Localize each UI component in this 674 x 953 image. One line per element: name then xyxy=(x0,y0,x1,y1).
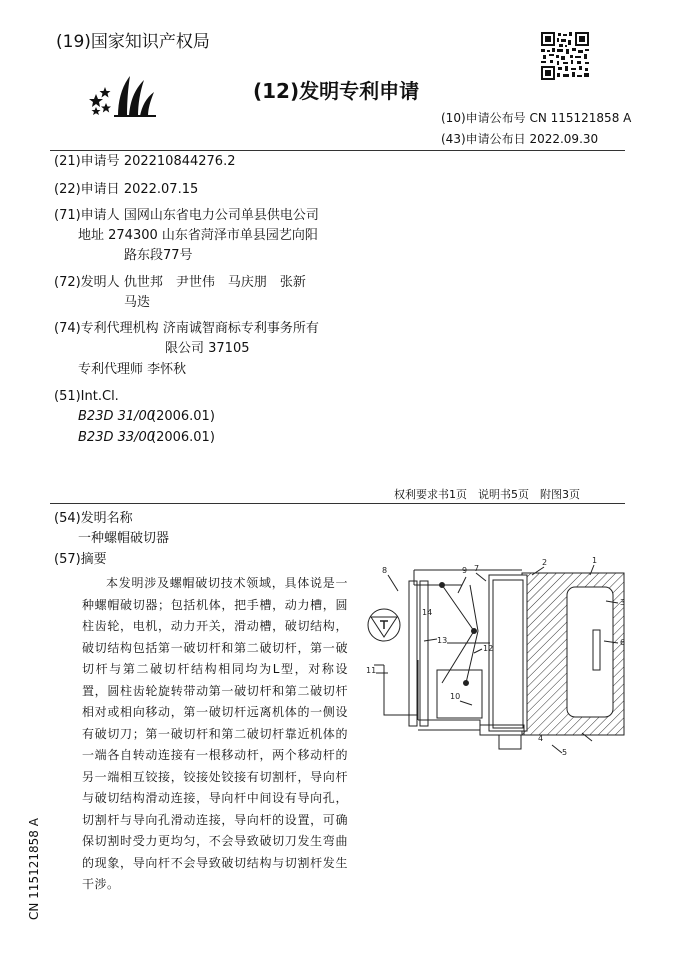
abstract-drawing xyxy=(362,555,632,790)
int-cl-label: (51)Int.Cl. xyxy=(54,389,119,404)
fig-label-11: 11 xyxy=(366,666,377,675)
abstract-paragraph: 本发明涉及螺帽破切技术领域，具体说是一种螺帽破切器；包括机体，把手槽，动力槽，圆柱齿轮，电机，动力开关，滑动槽，破切结构，破切结构包括第一破切杆和第二破切杆，第一破切杆与第二破切杆结构相同均为L型，对称设置，圆柱齿轮旋转带动第一破切杆和第二破切杆相对或相向移动，第一破切杆远离机体的一侧设有破切刀；第一破切杆和第二破切杆靠近机体的一端各自转动连接有一根移动杆，两个移动杆的另一端相互铰接，铰接处铰接有切割杆，导向杆与破切结构滑动连接，导向杆中间设有导向孔，切割杆与导向孔滑动连接，导向杆的设置，可确保切割时受力更均匀，不会导致破切刀发生弯曲的现象，导向杆不会导致破切结构与切割杆发生干涉。 xyxy=(82,576,348,891)
application-date: (22)申请日 2022.07.15 xyxy=(54,182,199,197)
applicant: (71)申请人 国网山东省电力公司单县供电公司 xyxy=(54,208,319,223)
inventors-line-1: (72)发明人 仇世邦 尹世伟 马庆朋 张新 xyxy=(54,275,306,290)
header-divider xyxy=(50,150,625,151)
cnipa-emblem-icon xyxy=(86,72,158,118)
publication-date: (43)申请公布日 2022.09.30 xyxy=(441,132,599,146)
ipc-code-1: B23D 31/00 xyxy=(78,409,156,424)
fig-label-2: 2 xyxy=(542,558,548,567)
agency-line-1: (74)专利代理机构 济南诚智商标专利事务所有 xyxy=(54,321,319,336)
abstract-label: (57)摘要 xyxy=(54,552,107,567)
fig-label-9: 9 xyxy=(462,566,468,575)
fig-label-5: 5 xyxy=(562,748,568,757)
publication-type: (12)发明专利申请 xyxy=(253,79,420,103)
fig-label-14: 14 xyxy=(422,608,433,617)
counts-divider xyxy=(50,503,625,504)
invention-title: 一种螺帽破切器 xyxy=(78,531,170,546)
office-name: (19)国家知识产权局 xyxy=(56,32,210,52)
address-line-2: 路东段77号 xyxy=(124,248,193,263)
application-number: (21)申请号 202210844276.2 xyxy=(54,154,236,169)
fig-label-3: 3 xyxy=(620,598,626,607)
ipc-version-2: (2006.01) xyxy=(151,430,215,445)
abstract-text xyxy=(82,573,348,896)
fig-label-8: 8 xyxy=(382,566,388,575)
inventors-line-2: 马迭 xyxy=(124,295,151,310)
publication-number: (10)申请公布号 CN 115121858 A xyxy=(441,111,632,125)
page-counts: 权利要求书1页 说明书5页 附图3页 xyxy=(394,488,580,501)
title-label: (54)发明名称 xyxy=(54,511,133,526)
fig-label-6: 6 xyxy=(620,638,626,647)
fig-label-4: 4 xyxy=(538,734,544,743)
agency-line-2: 限公司 37105 xyxy=(165,341,250,356)
fig-label-1: 1 xyxy=(592,556,598,565)
side-publication-number: CN 115121858 A xyxy=(27,818,41,920)
ipc-code-2: B23D 33/00 xyxy=(78,430,156,445)
patent-agent: 专利代理师 李怀秋 xyxy=(78,362,187,377)
fig-label-10: 10 xyxy=(450,692,461,701)
address-line-1: 地址 274300 山东省菏泽市单县园艺向阳 xyxy=(78,228,318,243)
ipc-version-1: (2006.01) xyxy=(151,409,215,424)
fig-label-13: 13 xyxy=(437,636,448,645)
qr-code-icon xyxy=(541,32,589,80)
fig-label-7: 7 xyxy=(474,564,480,573)
fig-label-12: 12 xyxy=(483,644,494,653)
